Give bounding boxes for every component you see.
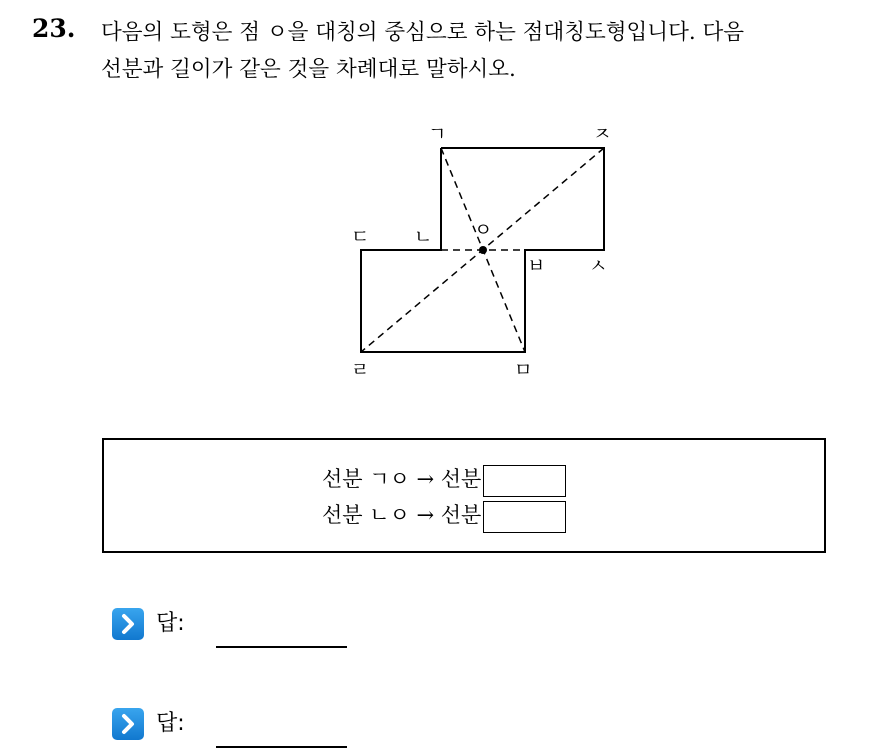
label-m: ㅁ: [514, 359, 533, 381]
label-o: ㅇ: [474, 219, 493, 241]
answer-label-1: 답:: [156, 611, 185, 636]
label-j: ㅈ: [593, 123, 612, 145]
box-row-1-blank[interactable]: [483, 465, 566, 497]
label-n: ㄴ: [414, 226, 433, 248]
fill-in-box: [102, 438, 826, 553]
question-number: 23.: [32, 14, 76, 43]
label-r: ㄹ: [351, 359, 370, 381]
label-b: ㅂ: [527, 255, 546, 277]
label-s: ㅅ: [589, 255, 608, 277]
label-g: ㄱ: [428, 123, 447, 145]
answer-line-2[interactable]: [216, 746, 347, 748]
box-row-2-blank[interactable]: [483, 501, 566, 533]
answer-label-2: 답:: [156, 711, 185, 736]
center-point: [479, 246, 487, 254]
question-line-1: 다음의 도형은 점 ㅇ을 대칭의 중심으로 하는 점대칭도형입니다. 다음: [101, 20, 745, 45]
box-row-2: [322, 498, 566, 532]
chevron-right-icon: [112, 708, 144, 740]
box-row-2-text: 선분 ㄴㅇ → 선분: [322, 503, 482, 527]
label-d: ㄷ: [351, 226, 370, 248]
answer-line-1[interactable]: [216, 646, 347, 648]
question-line-2: 선분과 길이가 같은 것을 차례대로 말하시오.: [101, 57, 516, 82]
box-row-1: [322, 462, 566, 496]
chevron-right-icon: [112, 608, 144, 640]
box-row-1-text: 선분 ㄱㅇ → 선분: [322, 467, 482, 491]
